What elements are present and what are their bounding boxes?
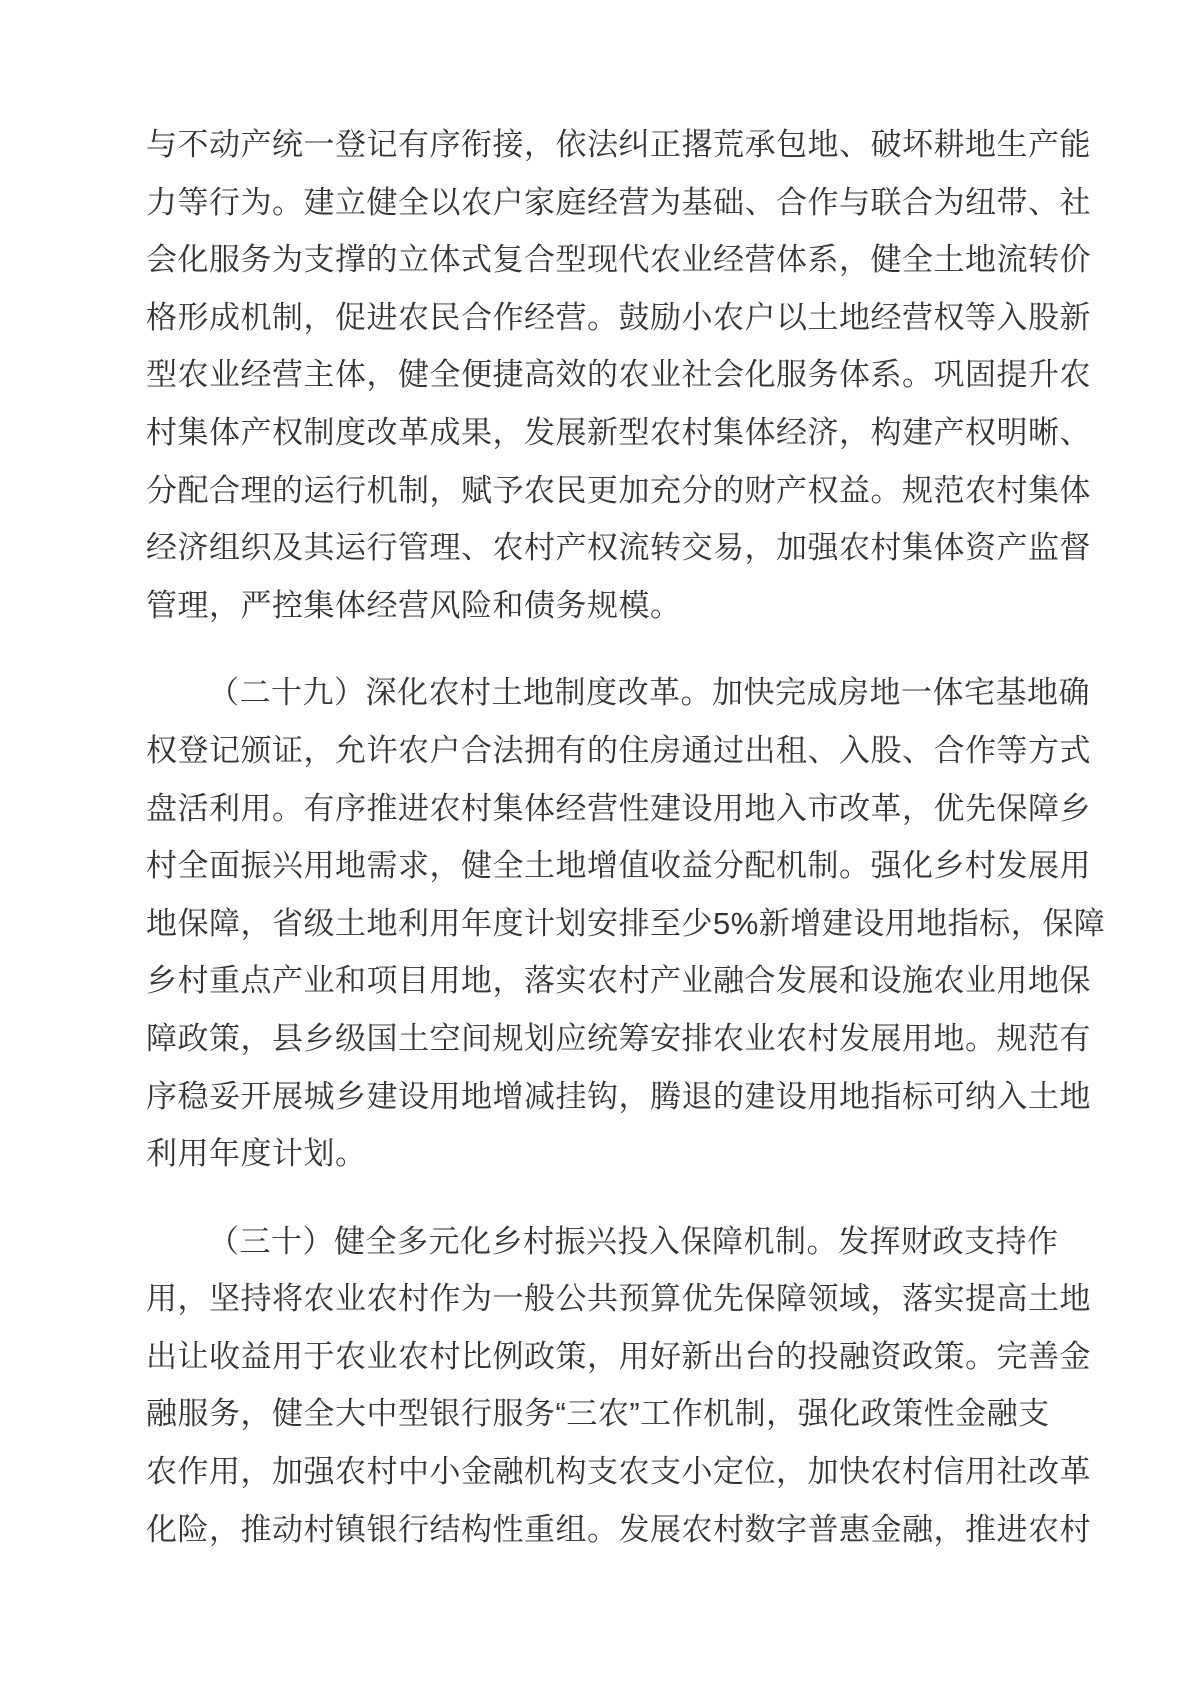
- text-line: 盘活利用。有序推进农村集体经营性建设用地入市改革，优先保障乡: [146, 790, 1091, 826]
- text-line: 管理，严控集体经营风险和债务规模。: [146, 587, 682, 623]
- text-line: 村集体产权制度改革成果，发展新型农村集体经济，构建产权明晰、: [146, 414, 1091, 450]
- paragraph: [146, 664, 1106, 1182]
- text-line: 型农业经营主体，健全便捷高效的农业社会化服务体系。巩固提升农: [146, 357, 1091, 393]
- text-line: 经济组织及其运行管理、农村产权流转交易，加强农村集体资产监督: [146, 530, 1091, 566]
- text-line: 序稳妥开展城乡建设用地增减挂钩，腾退的建设用地指标可纳入土地: [146, 1078, 1091, 1114]
- text-line: 乡村重点产业和项目用地，落实农村产业融合发展和设施农业用地保: [146, 963, 1091, 999]
- text-line: 与不动产统一登记有序衔接，依法纠正撂荒承包地、破坏耕地生产能: [146, 127, 1091, 162]
- text-line: 农作用，加强农村中小金融机构支农支小定位，加快农村信用社改革: [146, 1454, 1091, 1490]
- text-line: 格形成机制，促进农民合作经营。鼓励小农户以土地经营权等入股新: [146, 299, 1091, 335]
- text-line: 分配合理的运行机制，赋予农民更加充分的财产权益。规范农村集体: [146, 472, 1091, 508]
- text-line: 融服务，健全大中型银行服务“三农”工作机制，强化政策性金融支: [146, 1396, 1050, 1432]
- text-line: 地保障，省级土地利用年度计划安排至少5%新增建设用地指标，保障: [146, 905, 1106, 941]
- text-line: 化险，推动村镇银行结构性重组。发展农村数字普惠金融，推进农村: [146, 1511, 1091, 1547]
- paragraph: [146, 116, 1096, 634]
- text-line: （三十）健全多元化乡村振兴投入保障机制。发挥财政支持作: [208, 1223, 1059, 1259]
- paragraph: [146, 1213, 1096, 1559]
- text-line: 会化服务为支撑的立体式复合型现代农业经营体系，健全土地流转价: [146, 242, 1091, 278]
- text-line: 出让收益用于农业农村比例政策，用好新出台的投融资政策。完善金: [146, 1338, 1091, 1374]
- text-line: （二十九）深化农村土地制度改革。加快完成房地一体宅基地确: [208, 675, 1090, 711]
- text-line: 权登记颁证，允许农户合法拥有的住房通过出租、入股、合作等方式: [146, 732, 1091, 768]
- text-line: 村全面振兴用地需求，健全土地增值收益分配机制。强化乡村发展用: [146, 848, 1091, 884]
- text-block: [146, 116, 1106, 1558]
- text-line: 障政策，县乡级国土空间规划应统筹安排农业农村发展用地。规范有: [146, 1020, 1091, 1056]
- text-line: 力等行为。建立健全以农户家庭经营为基础、合作与联合为纽带、社: [146, 184, 1091, 220]
- text-line: 利用年度计划。: [146, 1136, 367, 1172]
- text-line: 用，坚持将农业农村作为一般公共预算优先保障领域，落实提高土地: [146, 1281, 1091, 1317]
